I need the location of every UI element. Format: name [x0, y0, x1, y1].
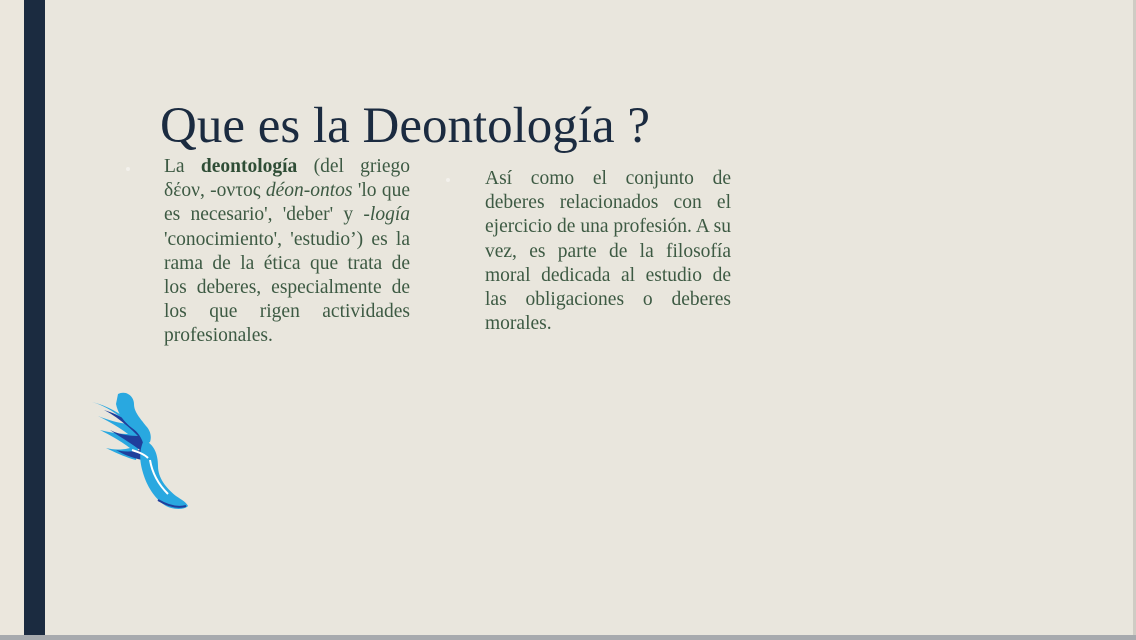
- left-text-part2: 'lo que es necesario', 'deber' y -: [164, 180, 410, 226]
- bullet-left: [126, 167, 130, 171]
- winged-foot-icon: [88, 390, 190, 512]
- left-text-part3: 'conocimiento', 'estudio’) es la rama de la ética que trata de los deberes, especialmente de los que rigen actividades profesionales.: [164, 228, 410, 347]
- accent-bar: [24, 0, 45, 640]
- left-italic-logia: logía: [369, 204, 410, 226]
- left-text-column: [164, 155, 410, 349]
- left-intro: La: [164, 156, 201, 177]
- right-text: Así como el conjunto de deberes relacionados con el ejercicio de una profesión. A su vez, es parte de la filosofía moral dedicada al estudio de las obligaciones o deberes morales.: [485, 168, 731, 335]
- bullet-right: [446, 178, 450, 182]
- slide-bottom-edge: [0, 635, 1136, 640]
- right-text-column: [485, 167, 731, 336]
- deontologia-term: deontología: [200, 156, 298, 177]
- slide-title: Que es la Deontología ?: [160, 98, 651, 154]
- left-text-part1: (del griego δέον, -οντος: [164, 156, 410, 202]
- left-italic-deon: déon-ontos: [265, 180, 353, 202]
- slide-left-margin: [0, 0, 24, 640]
